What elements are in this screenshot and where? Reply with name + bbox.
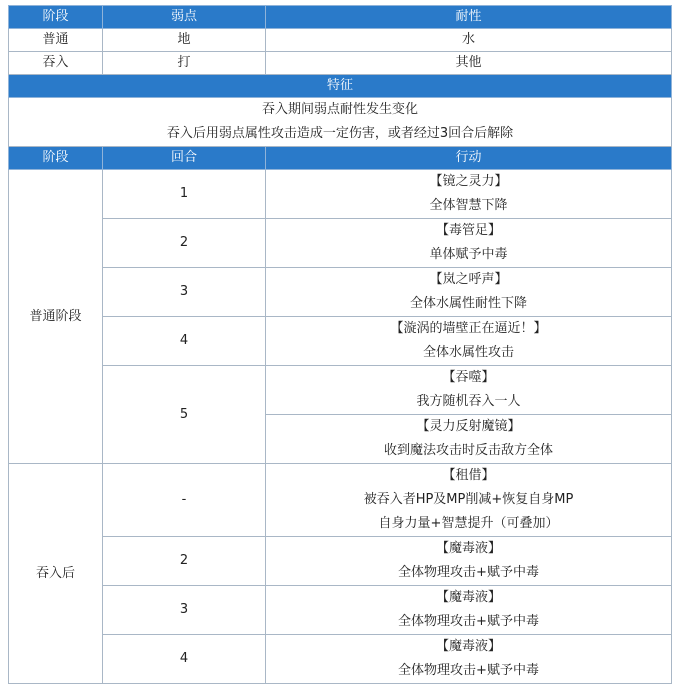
turn-cell: 2: [103, 219, 266, 268]
header-stage: 阶段: [9, 147, 103, 170]
weakness-cell: 打: [103, 52, 266, 75]
action-cell: [266, 635, 672, 684]
turn-cell: -: [103, 464, 266, 537]
action-row: [9, 586, 672, 635]
action-row: [9, 464, 672, 537]
boss-info-table: [8, 5, 672, 684]
action-header-row: [9, 147, 672, 170]
action-row: [9, 219, 672, 268]
action-name: 【吞噬】: [442, 370, 495, 385]
feature-line: 吞入期间弱点耐性发生变化: [261, 102, 418, 117]
feature-header: 特征: [9, 75, 672, 98]
phase-cell: 吞入后: [9, 464, 103, 684]
action-desc: 全体物理攻击+赋予中毒: [398, 614, 539, 629]
header-action: 行动: [266, 147, 672, 170]
action-cell: [266, 464, 672, 537]
weakness-row-swallow: [9, 52, 672, 75]
action-name: 【镜之灵力】: [429, 174, 508, 189]
action-cell: [266, 219, 672, 268]
stage-cell: 普通: [9, 29, 103, 52]
header-resistance: 耐性: [266, 6, 672, 29]
action-desc: 全体智慧下降: [429, 198, 508, 213]
action-cell: [266, 268, 672, 317]
action-name: 【岚之呼声】: [429, 272, 508, 287]
header-turn: 回合: [103, 147, 266, 170]
action-desc: 被吞入者HP及MP削减+恢复自身MP: [363, 492, 574, 507]
stage-cell: 吞入: [9, 52, 103, 75]
turn-cell: 2: [103, 537, 266, 586]
feature-text: [9, 98, 672, 147]
action-desc: 全体水属性耐性下降: [409, 296, 527, 311]
feature-line: 吞入后用弱点属性攻击造成一定伤害，或者经过3回合后解除: [166, 126, 514, 141]
turn-cell: 5: [103, 366, 266, 464]
action-cell: [266, 170, 672, 219]
action-row: [9, 268, 672, 317]
action-cell: [266, 317, 672, 366]
action-row: [9, 537, 672, 586]
weakness-header-row: [9, 6, 672, 29]
action-row: [9, 317, 672, 366]
action-desc: 我方随机吞入一人: [416, 394, 521, 409]
action-name: 【魔毒液】: [435, 639, 501, 654]
action-cell: [266, 415, 672, 464]
resistance-cell: 水: [266, 29, 672, 52]
feature-header-row: [9, 75, 672, 98]
turn-cell: 3: [103, 586, 266, 635]
action-name: 【魔毒液】: [435, 590, 501, 605]
turn-cell: 1: [103, 170, 266, 219]
feature-body-row: [9, 98, 672, 147]
action-desc: 全体物理攻击+赋予中毒: [398, 663, 539, 678]
turn-cell: 4: [103, 317, 266, 366]
resistance-cell: 其他: [266, 52, 672, 75]
action-cell: [266, 586, 672, 635]
action-name: 【灵力反射魔镜】: [416, 419, 521, 434]
action-row: [9, 635, 672, 684]
action-desc: 收到魔法攻击时反击敌方全体: [383, 443, 553, 458]
action-row: [9, 170, 672, 219]
action-cell: [266, 537, 672, 586]
header-stage: 阶段: [9, 6, 103, 29]
action-name: 【毒管足】: [435, 223, 501, 238]
action-row: [9, 366, 672, 415]
action-desc: 全体物理攻击+赋予中毒: [398, 565, 539, 580]
action-name: 【租借】: [442, 468, 495, 483]
turn-cell: 3: [103, 268, 266, 317]
action-cell: [266, 366, 672, 415]
phase-cell: 普通阶段: [9, 170, 103, 464]
weakness-cell: 地: [103, 29, 266, 52]
action-name: 【魔毒液】: [435, 541, 501, 556]
action-desc: 自身力量+智慧提升（可叠加）: [378, 516, 559, 531]
action-desc: 全体水属性攻击: [422, 345, 514, 360]
turn-cell: 4: [103, 635, 266, 684]
weakness-row-normal: [9, 29, 672, 52]
action-name: 【漩涡的墙壁正在逼近！】: [390, 321, 547, 336]
header-weakness: 弱点: [103, 6, 266, 29]
action-desc: 单体赋予中毒: [429, 247, 508, 262]
